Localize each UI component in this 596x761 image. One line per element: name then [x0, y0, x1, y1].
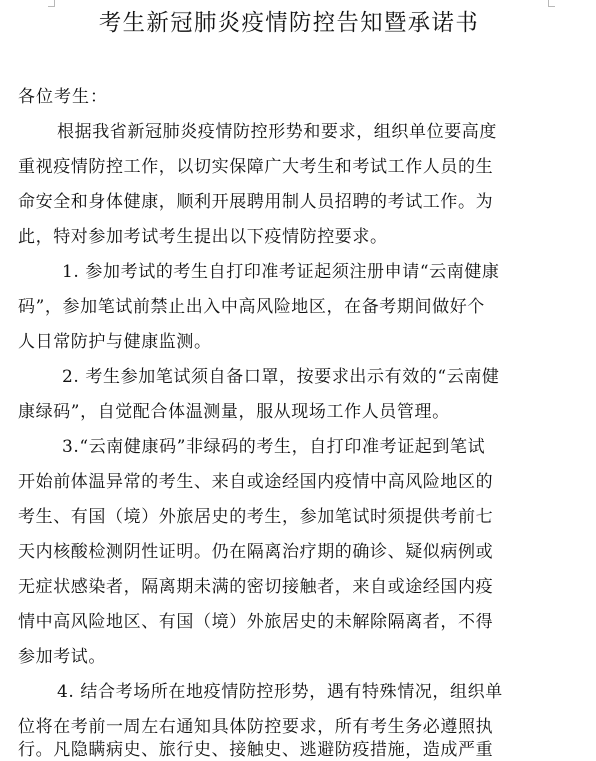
- body-line: 1. 参加考试的考生自打印准考证起须注册申请“云南健康: [62, 262, 500, 282]
- body-line: 3.“云南健康码”非绿码的考生，自打印准考证起到笔试: [62, 437, 486, 457]
- body-line: 码”，参加笔试前禁止出入中高风险地区，在备考期间做好个: [18, 297, 485, 317]
- crop-mark-top-right: [548, 0, 555, 7]
- body-line: 根据我省新冠肺炎疫情防控形势和要求，组织单位要高度: [57, 122, 497, 142]
- body-line: 此，特对参加考试考生提出以下疫情防控要求。: [18, 227, 388, 247]
- document-title: 考生新冠肺炎疫情防控告知暨承诺书: [98, 10, 480, 36]
- body-line: 人日常防护与健康监测。: [18, 332, 212, 352]
- body-line: 考生、有国（境）外旅居史的考生，参加笔试时须提供考前七: [18, 507, 494, 527]
- body-line: 4. 结合考场所在地疫情防控形势，遇有特殊情况，组织单: [57, 682, 503, 702]
- crop-mark-top-left: [48, 0, 55, 7]
- body-line: 命安全和身体健康，顺利开展聘用制人员招聘的考试工作。为: [18, 192, 494, 212]
- body-line: 康绿码”，自觉配合体温测量，服从现场工作人员管理。: [18, 402, 450, 422]
- body-line: 天内核酸检测阴性证明。仍在隔离治疗期的确诊、疑似病例或: [18, 542, 494, 562]
- body-line: 情中高风险地区、有国（境）外旅居史的未解除隔离者，不得: [18, 612, 494, 632]
- body-line: 2. 考生参加笔试须自备口罩，按要求出示有效的“云南健: [62, 367, 500, 387]
- body-line: 重视疫情防控工作，以切实保障广大考生和考试工作人员的生: [18, 157, 494, 177]
- body-line: 位将在考前一周左右通知具体防控要求，所有考生务必遵照执: [18, 717, 494, 737]
- body-line: 开始前体温异常的考生、来自或途经国内疫情中高风险地区的: [18, 472, 494, 492]
- body-line: 参加考试。: [18, 647, 106, 667]
- salutation: 各位考生：: [18, 87, 108, 107]
- body-line: 无症状感染者，隔离期未满的密切接触者，来自或途经国内疫: [18, 577, 494, 597]
- body-line: 行。凡隐瞒病史、旅行史、接触史、逃避防疫措施，造成严重: [18, 740, 494, 760]
